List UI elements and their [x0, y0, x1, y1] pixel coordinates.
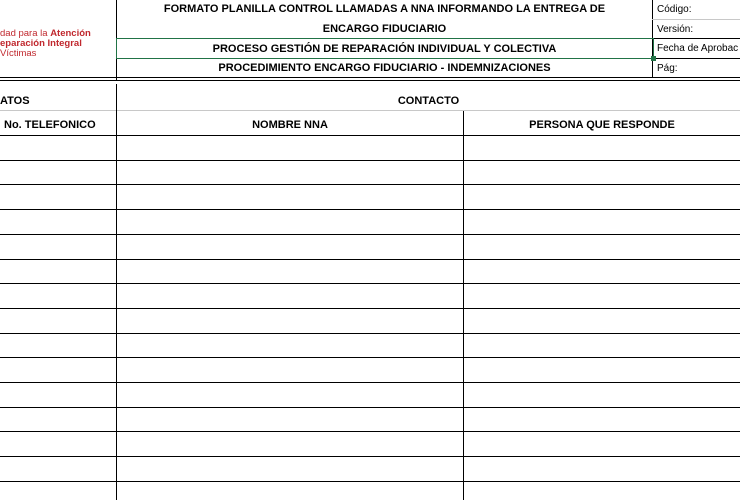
table-cell[interactable] [117, 408, 463, 432]
code-field[interactable]: Código: [657, 4, 692, 15]
table-cell[interactable] [464, 260, 740, 284]
table-cell[interactable] [0, 358, 116, 382]
table-cell[interactable] [464, 136, 740, 160]
table-cell[interactable] [464, 358, 740, 382]
table-cell[interactable] [117, 260, 463, 284]
table-cell[interactable] [464, 235, 740, 259]
table-cell[interactable] [117, 185, 463, 209]
column-header-persona[interactable]: PERSONA QUE RESPONDE [529, 119, 675, 131]
table-cell[interactable] [0, 383, 116, 407]
table-cell[interactable] [464, 408, 740, 432]
table-cell[interactable] [0, 457, 116, 481]
table-cell[interactable] [0, 432, 116, 456]
table-cell[interactable] [464, 334, 740, 358]
version-field[interactable]: Versión: [657, 23, 694, 35]
table-cell[interactable] [117, 309, 463, 333]
table-cell[interactable] [0, 334, 116, 358]
table-cell[interactable] [0, 185, 116, 209]
table-cell[interactable] [117, 334, 463, 358]
table-cell[interactable] [117, 358, 463, 382]
table-cell[interactable] [0, 210, 116, 234]
page-field[interactable]: Pág: [657, 62, 678, 74]
group-header-contacto[interactable]: CONTACTO [397, 95, 460, 107]
table-cell[interactable] [0, 260, 116, 284]
logo-line-1: dad para la Atención [0, 29, 91, 39]
table-cell[interactable] [117, 235, 463, 259]
table-cell[interactable] [464, 284, 740, 308]
table-cell[interactable] [464, 432, 740, 456]
table-cell[interactable] [0, 235, 116, 259]
column-header-telefono[interactable]: No. TELEFONICO [4, 119, 96, 131]
table-cell[interactable] [0, 136, 116, 160]
table-cell[interactable] [117, 210, 463, 234]
logo-line-2: eparación Integral [0, 38, 82, 49]
group-header-line [0, 110, 740, 111]
header-bottom-border-double [0, 80, 740, 81]
table-row-border [0, 481, 740, 482]
table-cell[interactable] [464, 161, 740, 185]
table-cell[interactable] [464, 383, 740, 407]
document-title[interactable]: FORMATO PLANILLA CONTROL LLAMADAS A NNA INFORMANDO LA ENTREGA DE ENCARGO FIDUCIARIO [163, 3, 606, 35]
table-cell[interactable] [117, 136, 463, 160]
approval-date-field[interactable]: Fecha de Aprobac [657, 43, 739, 54]
table-cell[interactable] [0, 161, 116, 185]
table-cell[interactable] [117, 432, 463, 456]
organization-logo [0, 29, 112, 59]
column-header-nombre[interactable]: NOMBRE NNA [252, 119, 328, 131]
table-cell[interactable] [117, 383, 463, 407]
process-name[interactable]: PROCESO GESTIÓN DE REPARACIÓN INDIVIDUAL Y COLECTIVA [212, 42, 557, 55]
table-cell[interactable] [0, 284, 116, 308]
group-header-datos[interactable]: ATOS [0, 95, 30, 107]
table-cell[interactable] [464, 210, 740, 234]
procedure-name[interactable]: PROCEDIMIENTO ENCARGO FIDUCIARIO - INDEMNIZACIONES [218, 62, 551, 74]
table-cell[interactable] [0, 309, 116, 333]
table-cell[interactable] [464, 457, 740, 481]
table-cell[interactable] [117, 457, 463, 481]
table-cell[interactable] [117, 284, 463, 308]
table-cell[interactable] [464, 309, 740, 333]
table-cell[interactable] [0, 408, 116, 432]
logo-line-3: Víctimas [0, 48, 37, 59]
table-cell[interactable] [117, 161, 463, 185]
table-cell[interactable] [464, 185, 740, 209]
